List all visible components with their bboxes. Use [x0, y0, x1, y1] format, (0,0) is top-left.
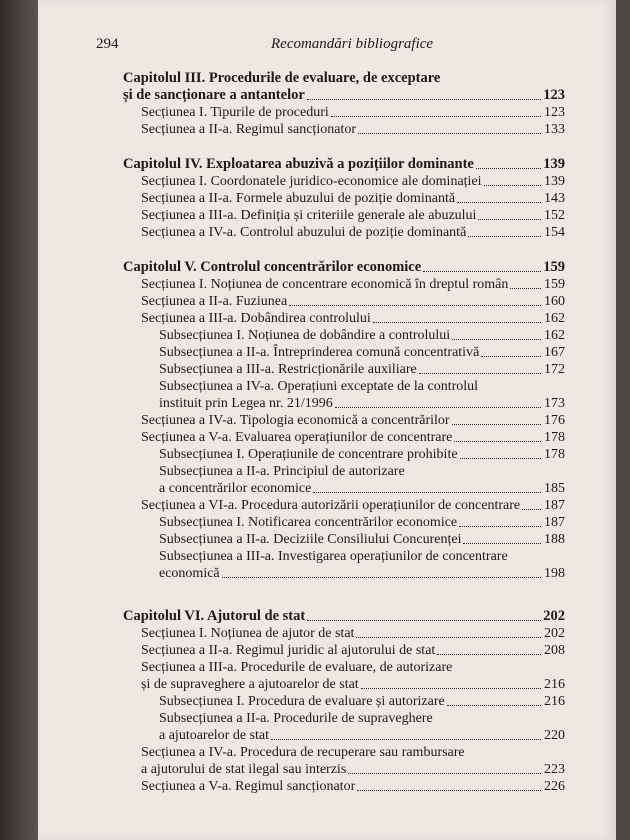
toc-section-row: [123, 659, 565, 676]
book-gutter: [0, 0, 38, 840]
toc-entry-label: Secțiunea a IV-a. Controlul abuzului de poziție dominantă: [141, 225, 467, 240]
dot-leader: [419, 372, 541, 374]
toc-entry-label: Subsecțiunea I. Procedura de evaluare și autorizare: [159, 694, 445, 709]
toc-entry-label: Subsecțiunea a III-a. Restricționările auxiliare: [159, 362, 417, 377]
toc-entry-label: Secțiunea a III-a. Definiția și criteriile generale ale abuzului: [141, 208, 477, 223]
toc-chapter-row: [123, 259, 565, 276]
toc-entry-page: 154: [544, 225, 565, 240]
toc-section-row: [123, 497, 565, 514]
dot-leader: [454, 440, 541, 442]
toc-subsection-row: [123, 514, 565, 531]
toc-entry-label: și de supraveghere a ajutoarelor de stat: [141, 677, 359, 692]
toc-section-row: [123, 224, 565, 241]
toc-entry-page: 216: [544, 694, 565, 709]
toc-entry-label: Subsecțiunea I. Notificarea concentrărilor economice: [159, 515, 458, 530]
toc-entry-page: 223: [544, 762, 565, 777]
dot-leader: [522, 508, 541, 510]
dot-leader: [313, 491, 541, 493]
toc-entry-label: Capitolul V. Controlul concentrărilor economice: [123, 259, 422, 275]
toc-entry-page: 176: [544, 413, 565, 428]
toc-entry-label: Secțiunea a V-a. Evaluarea operațiunilor de concentrare: [141, 430, 453, 445]
dot-leader: [510, 287, 541, 289]
toc-section-row: [123, 778, 565, 795]
running-head-title: Recomandări bibliografice: [271, 36, 434, 52]
dot-leader: [460, 457, 541, 459]
toc-subsection-row: [123, 327, 565, 344]
toc-subsection-row: [123, 463, 565, 480]
toc-entry-label: Secțiunea a III-a. Dobândirea controlului: [141, 311, 371, 326]
toc-subsection-row: [123, 344, 565, 361]
toc-entry-label: Secțiunea I. Tipurile de proceduri: [141, 105, 329, 120]
toc-entry-page: 202: [543, 608, 565, 624]
toc-section-row: [123, 429, 565, 446]
toc-entry-label: Subsecțiunea a II-a. Întreprinderea comună concentrativă: [159, 345, 480, 360]
toc-entry-label: Subsecțiunea a IV-a. Operațiuni exceptate de la controlul: [159, 379, 479, 394]
toc-entry-page: 208: [544, 643, 565, 658]
toc-entry-label: Secțiunea a II-a. Regimul sancționator: [141, 122, 356, 137]
toc-section-row: [123, 293, 565, 310]
toc-chapter-row: [123, 70, 565, 87]
toc-entry-page: 152: [544, 208, 565, 223]
dot-leader: [463, 542, 541, 544]
toc-entry-label: Secțiunea a VI-a. Procedura autorizării operațiunilor de concentrare: [141, 498, 521, 513]
dot-leader: [348, 772, 541, 774]
dot-leader: [476, 167, 541, 169]
toc-subsection-row: [123, 531, 565, 548]
toc-section-row: [123, 761, 565, 778]
toc-entry-page: 139: [543, 156, 565, 172]
toc-chapter-row: [123, 608, 565, 625]
dot-leader: [358, 132, 541, 134]
dot-leader: [331, 115, 541, 117]
toc-section-row: [123, 625, 565, 642]
dot-leader: [447, 704, 541, 706]
dot-leader: [271, 738, 541, 740]
toc-entry-label: instituit prin Legea nr. 21/1996: [159, 396, 333, 411]
toc-entry-label: Secțiunea I. Noțiunea de ajutor de stat: [141, 626, 355, 641]
toc-subsection-row: [123, 548, 565, 565]
dot-leader: [423, 270, 541, 272]
toc-entry-label: Subsecțiunea a II-a. Deciziile Consiliului Concurenței: [159, 532, 462, 547]
toc-entry-label: a ajutorului de stat ilegal sau interzis: [141, 762, 347, 777]
toc-entry-page: 178: [544, 430, 565, 445]
toc-entry-label: și de sancționare a antantelor: [123, 87, 305, 103]
toc-entry-page: 188: [544, 532, 565, 547]
toc-entry-label: Subsecțiunea a II-a. Principiul de autorizare: [159, 464, 405, 479]
dot-leader: [481, 355, 541, 357]
book-page: [38, 0, 616, 840]
toc-section-row: [123, 207, 565, 224]
dot-leader: [356, 636, 541, 638]
toc-entry-page: 202: [544, 626, 565, 641]
toc-subsection-row: [123, 378, 565, 395]
toc-section-row: [123, 744, 565, 761]
toc-section-row: [123, 676, 565, 693]
toc-chapter-row: [123, 87, 565, 104]
toc-entry-label: Capitolul IV. Exploatarea abuzivă a pozițiilor dominante: [123, 156, 474, 172]
dot-leader: [437, 653, 541, 655]
toc-spacer: [123, 582, 565, 608]
toc-subsection-row: [123, 727, 565, 744]
toc-entry-label: Secțiunea a II-a. Formele abuzului de poziție dominantă: [141, 191, 456, 206]
dot-leader: [361, 687, 541, 689]
toc-entry-page: 185: [544, 481, 565, 496]
toc-entry-page: 226: [544, 779, 565, 794]
dot-leader: [457, 201, 541, 203]
toc-subsection-row: [123, 446, 565, 463]
toc-entry-page: 159: [543, 259, 565, 275]
toc-section-row: [123, 276, 565, 293]
toc-entry-label: Secțiunea a V-a. Regimul sancționator: [141, 779, 356, 794]
dot-leader: [459, 525, 541, 527]
toc-entry-label: Secțiunea a III-a. Procedurile de evaluare, de autorizare: [141, 660, 453, 675]
dot-leader: [222, 576, 541, 578]
dot-leader: [373, 321, 541, 323]
toc-entry-label: Capitolul VI. Ajutorul de stat: [123, 608, 306, 624]
toc-entry-page: 178: [544, 447, 565, 462]
toc-entry-page: 198: [544, 566, 565, 581]
toc-entry-label: Secțiunea I. Noțiunea de concentrare economică în dreptul român: [141, 277, 509, 292]
toc-section-row: [123, 190, 565, 207]
dot-leader: [357, 789, 541, 791]
dot-leader: [468, 235, 541, 237]
toc-subsection-row: [123, 395, 565, 412]
running-head: [96, 36, 576, 56]
toc-entry-page: 162: [544, 328, 565, 343]
toc-entry-label: Subsecțiunea a III-a. Investigarea operațiunilor de concentrare: [159, 549, 508, 564]
toc-entry-label: Secțiunea a IV-a. Tipologia economică a concentrărilor: [141, 413, 450, 428]
toc-entry-label: Subsecțiunea I. Noțiunea de dobândire a controlului: [159, 328, 451, 343]
toc-section-row: [123, 310, 565, 327]
dot-leader: [478, 218, 541, 220]
toc-entry-page: 133: [544, 122, 565, 137]
toc-entry-page: 216: [544, 677, 565, 692]
toc-entry-label: a ajutoarelor de stat: [159, 728, 270, 743]
dot-leader: [335, 406, 541, 408]
toc-entry-page: 187: [544, 515, 565, 530]
toc-entry-label: Secțiunea a IV-a. Procedura de recuperare sau rambursare: [141, 745, 465, 760]
toc-entry-label: Capitolul III. Procedurile de evaluare, de exceptare: [123, 70, 441, 86]
toc-section-row: [123, 121, 565, 138]
toc-entry-label: Subsecțiunea a II-a. Procedurile de supraveghere: [159, 711, 433, 726]
toc-entry-page: 173: [544, 396, 565, 411]
toc-entry-page: 172: [544, 362, 565, 377]
toc-subsection-row: [123, 693, 565, 710]
dot-leader: [452, 423, 541, 425]
toc-entry-page: 162: [544, 311, 565, 326]
toc-section-row: [123, 642, 565, 659]
toc-entry-page: 123: [544, 105, 565, 120]
dot-leader: [307, 619, 541, 621]
toc-entry-label: economică: [159, 566, 220, 581]
toc-entry-page: 123: [543, 87, 565, 103]
dot-leader: [452, 338, 541, 340]
toc-entry-label: Secțiunea a II-a. Regimul juridic al ajutorului de stat: [141, 643, 436, 658]
toc-entry-page: 159: [544, 277, 565, 292]
table-of-contents: [123, 70, 565, 795]
toc-subsection-row: [123, 480, 565, 497]
toc-subsection-row: [123, 710, 565, 727]
toc-entry-label: Secțiunea a II-a. Fuziunea: [141, 294, 288, 309]
toc-spacer: [123, 138, 565, 156]
toc-entry-page: 187: [544, 498, 565, 513]
toc-entry-page: 139: [544, 174, 565, 189]
dot-leader: [289, 304, 541, 306]
dot-leader: [484, 184, 541, 186]
page-number: 294: [96, 36, 119, 52]
toc-entry-page: 220: [544, 728, 565, 743]
toc-entry-page: 167: [544, 345, 565, 360]
toc-section-row: [123, 173, 565, 190]
dot-leader: [307, 98, 541, 100]
toc-subsection-row: [123, 565, 565, 582]
toc-entry-page: 160: [544, 294, 565, 309]
toc-section-row: [123, 412, 565, 429]
toc-entry-label: a concentrărilor economice: [159, 481, 312, 496]
toc-entry-page: 143: [544, 191, 565, 206]
toc-chapter-row: [123, 156, 565, 173]
toc-entry-label: Subsecțiunea I. Operațiunile de concentrare prohibite: [159, 447, 458, 462]
toc-entry-label: Secțiunea I. Coordonatele juridico-economice ale dominației: [141, 174, 482, 189]
toc-section-row: [123, 104, 565, 121]
toc-spacer: [123, 241, 565, 259]
toc-subsection-row: [123, 361, 565, 378]
